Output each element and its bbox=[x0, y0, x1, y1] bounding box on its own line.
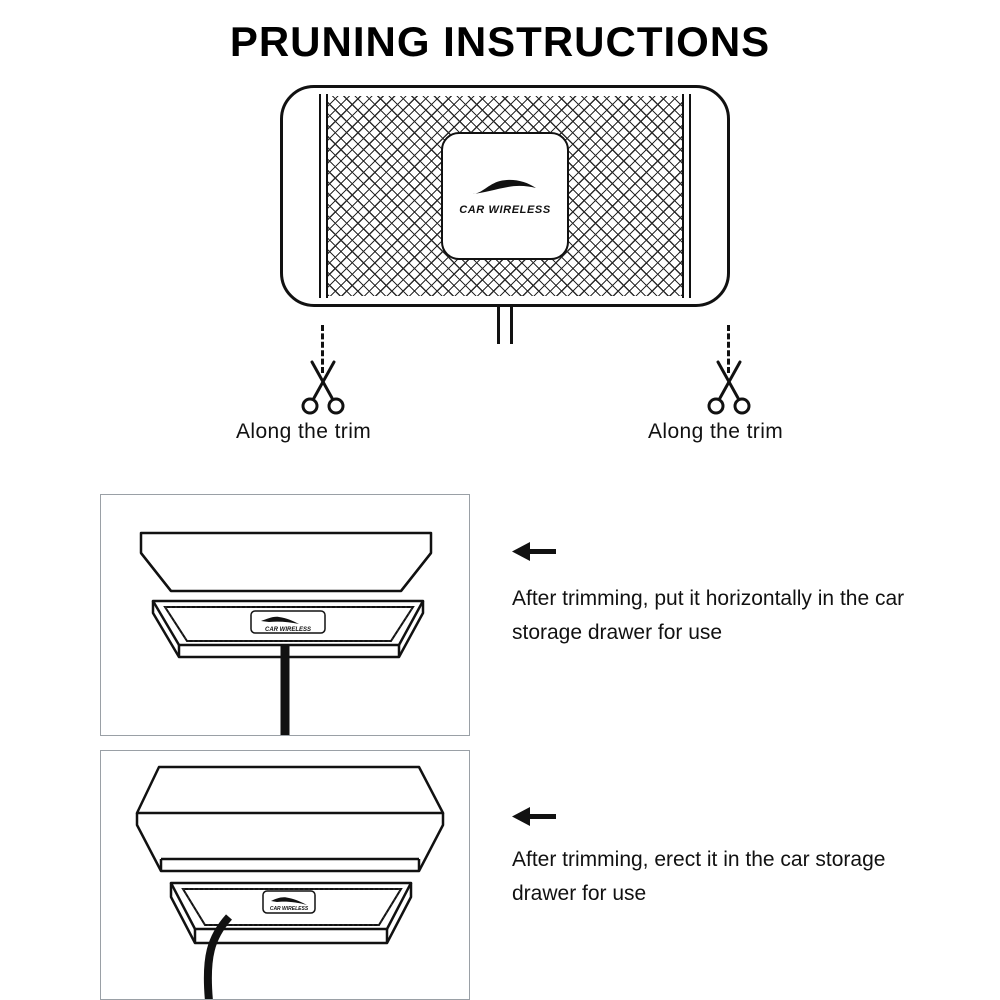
device-logo-text: CAR WIRELESS bbox=[459, 204, 551, 216]
scissors-icon bbox=[296, 360, 350, 416]
storage-drawer-horizontal-illustration bbox=[100, 494, 470, 736]
device-body bbox=[280, 85, 730, 307]
svg-text:CAR WIRELESS: CAR WIRELESS bbox=[269, 906, 309, 912]
step-2-text: After trimming, erect it in the car storage drawer for use bbox=[512, 848, 886, 905]
charging-cable bbox=[497, 304, 513, 344]
svg-text:CAR WIRELESS: CAR WIRELESS bbox=[264, 627, 312, 633]
device-illustration bbox=[270, 85, 740, 325]
cut-label-left: Along the trim bbox=[236, 420, 372, 443]
scissors-icon bbox=[702, 360, 756, 416]
drawer-upright-drawing bbox=[101, 751, 470, 1000]
arrow-left-icon bbox=[512, 540, 556, 564]
arrow-left-icon bbox=[512, 805, 556, 829]
page-title: PRUNING INSTRUCTIONS bbox=[229, 18, 771, 65]
device-side-band-left bbox=[319, 94, 328, 298]
storage-drawer-upright-illustration bbox=[100, 750, 470, 1000]
drawer-horizontal-drawing bbox=[101, 495, 470, 736]
step-1-text: After trimming, put it horizontally in the car storage drawer for use bbox=[512, 587, 905, 644]
device-side-band-right bbox=[682, 94, 691, 298]
device-logo-plate bbox=[441, 132, 569, 260]
car-swoosh-icon bbox=[470, 176, 540, 198]
cut-label-right: Along the trim bbox=[648, 420, 784, 443]
